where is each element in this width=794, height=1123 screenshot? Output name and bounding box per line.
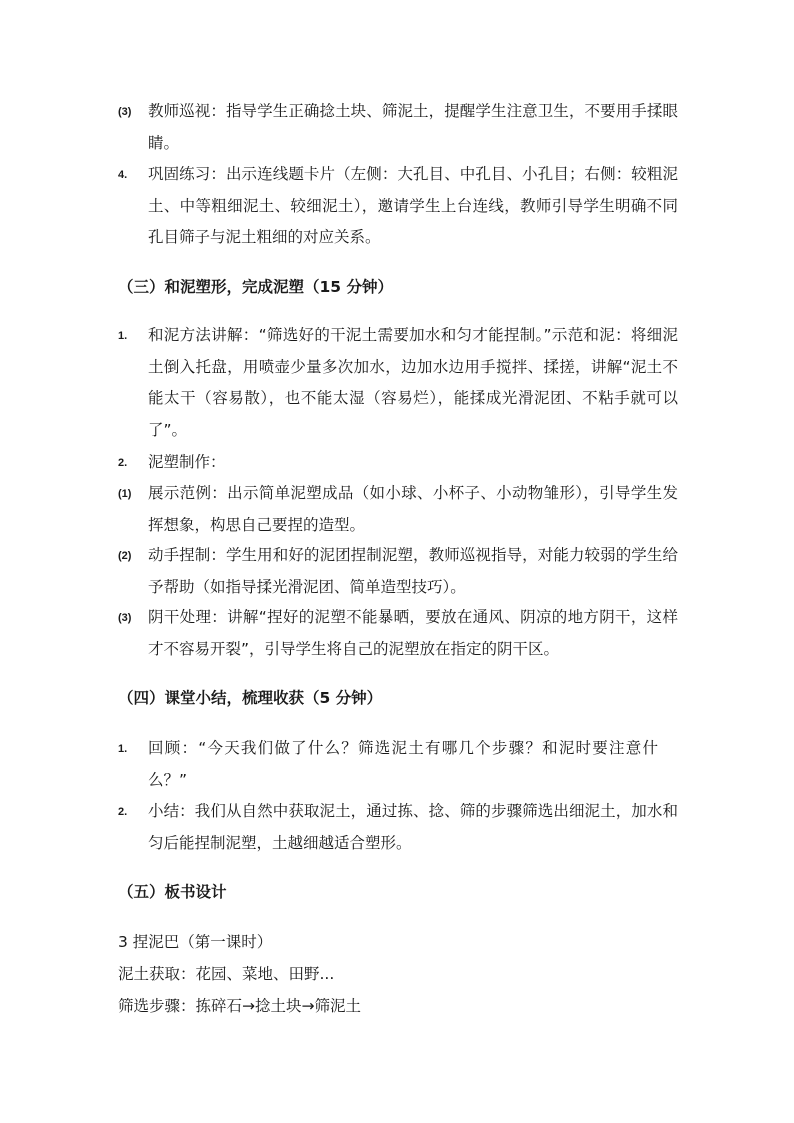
list-text: 小结：我们从自然中获取泥土，通过拣、捻、筛的步骤筛选出细泥土，加水和匀后能捏制泥塑，土越细越适合塑形。 xyxy=(148,802,678,852)
list-number: 2. xyxy=(118,806,128,818)
list-number: 2. xyxy=(118,457,128,469)
list-item xyxy=(118,159,678,254)
section-heading: （三）和泥塑形，完成泥塑（15 分钟） xyxy=(118,278,393,296)
list-item xyxy=(118,96,678,159)
list-number: 1. xyxy=(118,330,128,342)
list-number: 4. xyxy=(118,169,128,181)
list-text: 教师巡视：指导学生正确捻土块、筛泥土，提醒学生注意卫生，不要用手揉眼睛。 xyxy=(148,102,678,152)
list-number: (3) xyxy=(118,612,132,624)
list-number: 1. xyxy=(118,743,128,755)
list-text: 巩固练习：出示连线题卡片（左侧：大孔目、中孔目、小孔目；右侧：较粗泥土、中等粗细泥土、较细泥土），邀请学生上台连线，教师引导学生明确不同孔目筛子与泥土粗细的对应关系。 xyxy=(148,165,678,246)
section-heading: （五）板书设计 xyxy=(118,883,227,901)
list-item xyxy=(118,602,678,665)
list-item xyxy=(118,447,678,479)
board-line: 筛选步骤：拣碎石→捻土块→筛泥土 xyxy=(118,997,361,1015)
list-text: 展示范例：出示简单泥塑成品（如小球、小杯子、小动物雏形），引导学生发挥想象，构思自己要捏的造型。 xyxy=(148,484,678,534)
list-text: 和泥方法讲解：“筛选好的干泥土需要加水和匀才能捏制。”示范和泥：将细泥土倒入托盘，用喷壶少量多次加水，边加水边用手搅拌、揉搓，讲解“泥土不能太干（容易散），也不能太湿（容易烂），能揉成光滑泥团、不粘手就可以了”。 xyxy=(148,326,678,439)
list-item xyxy=(118,733,678,796)
board-line: 泥土获取：花园、菜地、田野... xyxy=(118,965,335,983)
list-text: 动手捏制：学生用和好的泥团捏制泥塑，教师巡视指导，对能力较弱的学生给予帮助（如指导揉光滑泥团、简单造型技巧）。 xyxy=(148,546,678,596)
list-text: 回顾：“今天我们做了什么？筛选泥土有哪几个步骤？和泥时要注意什么？” xyxy=(148,739,658,789)
section-heading: （四）课堂小结，梳理收获（5 分钟） xyxy=(118,689,383,707)
list-number: (1) xyxy=(118,488,132,500)
list-text: 阴干处理：讲解“捏好的泥塑不能暴晒，要放在通风、阴凉的地方阴干，这样才不容易开裂”，引导学生将自己的泥塑放在指定的阴干区。 xyxy=(148,608,678,658)
board-line: 3 捏泥巴（第一课时） xyxy=(118,933,273,951)
list-number: (2) xyxy=(118,550,132,562)
list-number: (3) xyxy=(118,106,132,118)
list-item xyxy=(118,796,678,859)
list-item xyxy=(118,478,678,541)
list-text: 泥塑制作： xyxy=(148,453,226,471)
list-item xyxy=(118,320,678,446)
list-item xyxy=(118,540,678,603)
